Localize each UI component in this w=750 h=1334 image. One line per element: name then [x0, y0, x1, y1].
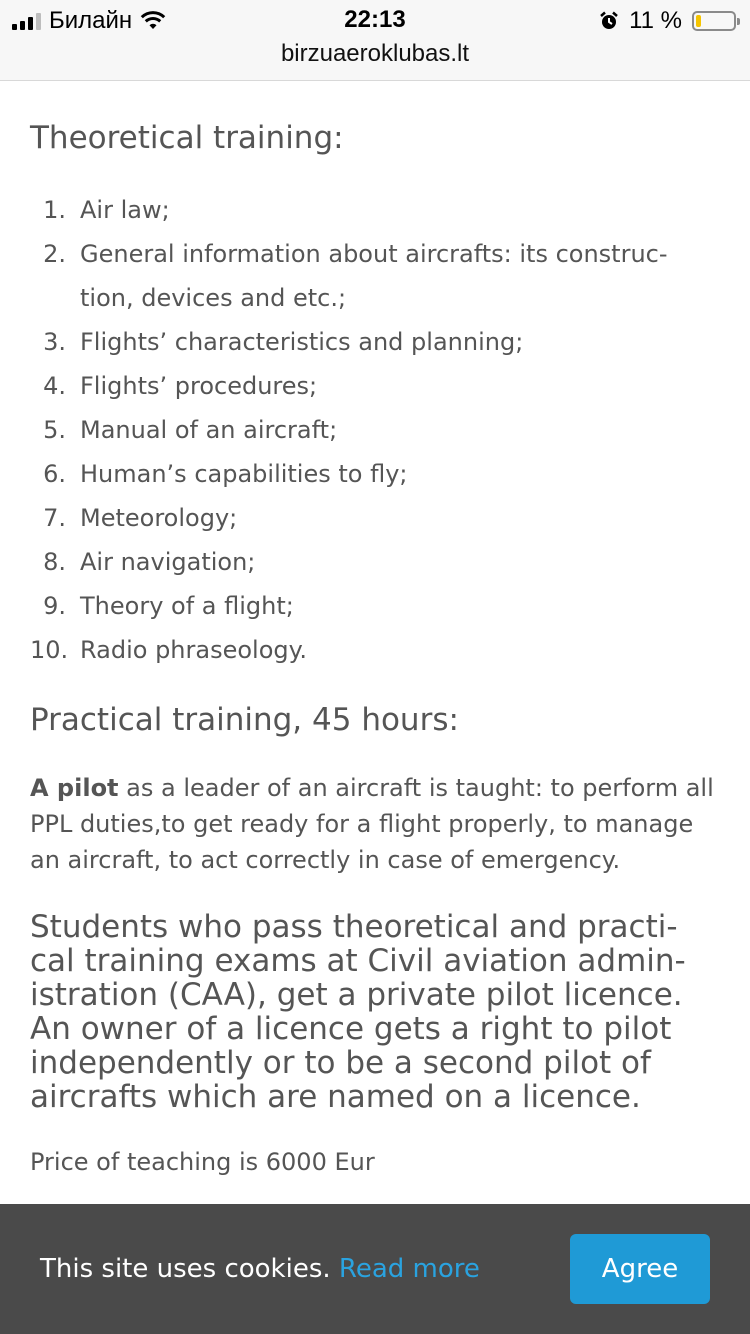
list-item-text: Air navigation; — [80, 548, 256, 576]
battery-percent: 11 % — [629, 7, 682, 34]
list-item-text: Air law; — [80, 196, 170, 224]
carrier-name: Билайн — [49, 7, 133, 34]
list-item-number: 3. — [43, 328, 66, 356]
practical-heading: Practical training, 45 hours: — [30, 702, 459, 738]
list-item-number: 1. — [43, 196, 66, 224]
list-item — [30, 408, 720, 452]
read-more-link[interactable]: Read more — [338, 1254, 480, 1284]
battery-icon — [692, 11, 736, 31]
address-bar-url[interactable]: birzuaeroklubas.lt — [280, 40, 470, 67]
list-item-number: 2. — [43, 240, 66, 268]
status-bar — [0, 0, 750, 81]
clock: 22:13 — [344, 6, 406, 33]
list-item-number: 6. — [43, 460, 66, 488]
list-item — [30, 452, 720, 496]
status-right — [599, 6, 736, 36]
cookie-message — [40, 1254, 480, 1284]
list-item — [30, 540, 720, 584]
list-item-number: 5. — [43, 416, 66, 444]
list-item-number: 10. — [30, 636, 69, 664]
list-item-text: General information about aircrafts: its construc-tion, devices and etc.; — [80, 240, 668, 312]
theoretical-heading: Theoretical training: — [30, 120, 344, 156]
list-item-text: Theory of a flight; — [80, 592, 294, 620]
cookie-banner — [0, 1204, 750, 1334]
pilot-paragraph — [30, 770, 720, 878]
list-item — [30, 584, 720, 628]
list-item — [30, 188, 720, 232]
list-item — [30, 232, 720, 320]
price-text: Price of teaching is 6000 Eur — [30, 1148, 375, 1176]
list-item-number: 7. — [43, 504, 66, 532]
students-paragraph: Students who pass theoretical and practi-cal training exams at Civil aviation admin-istration (CAA), get a private pilot licence. An owner of a licence gets a right to pilot independently or to be a second pilot of aircrafts which are named on a licence. — [30, 909, 686, 1115]
cookie-text: This site uses cookies. — [40, 1254, 331, 1284]
list-item-number: 4. — [43, 372, 66, 400]
list-item — [30, 496, 720, 540]
agree-button[interactable]: Agree — [570, 1234, 710, 1304]
list-item-text: Radio phraseology. — [80, 636, 308, 664]
list-item — [30, 364, 720, 408]
list-item-text: Flights’ characteristics and planning; — [80, 328, 524, 356]
list-item-number: 9. — [43, 592, 66, 620]
list-item-number: 8. — [43, 548, 66, 576]
list-item-text: Flights’ procedures; — [80, 372, 318, 400]
pilot-bold: A pilot — [30, 774, 119, 802]
alarm-icon — [599, 11, 619, 31]
list-item — [30, 320, 720, 364]
pilot-text: as a leader of an aircraft is taught: to perform all PPL duties,to get ready for a flight properly, to manage an aircraft, to act correctly in case of emergency. — [30, 774, 714, 874]
theory-list — [30, 188, 720, 672]
list-item-text: Human’s capabilities to fly; — [80, 460, 408, 488]
list-item — [30, 628, 720, 672]
list-item-text: Manual of an aircraft; — [80, 416, 338, 444]
list-item-text: Meteorology; — [80, 504, 238, 532]
